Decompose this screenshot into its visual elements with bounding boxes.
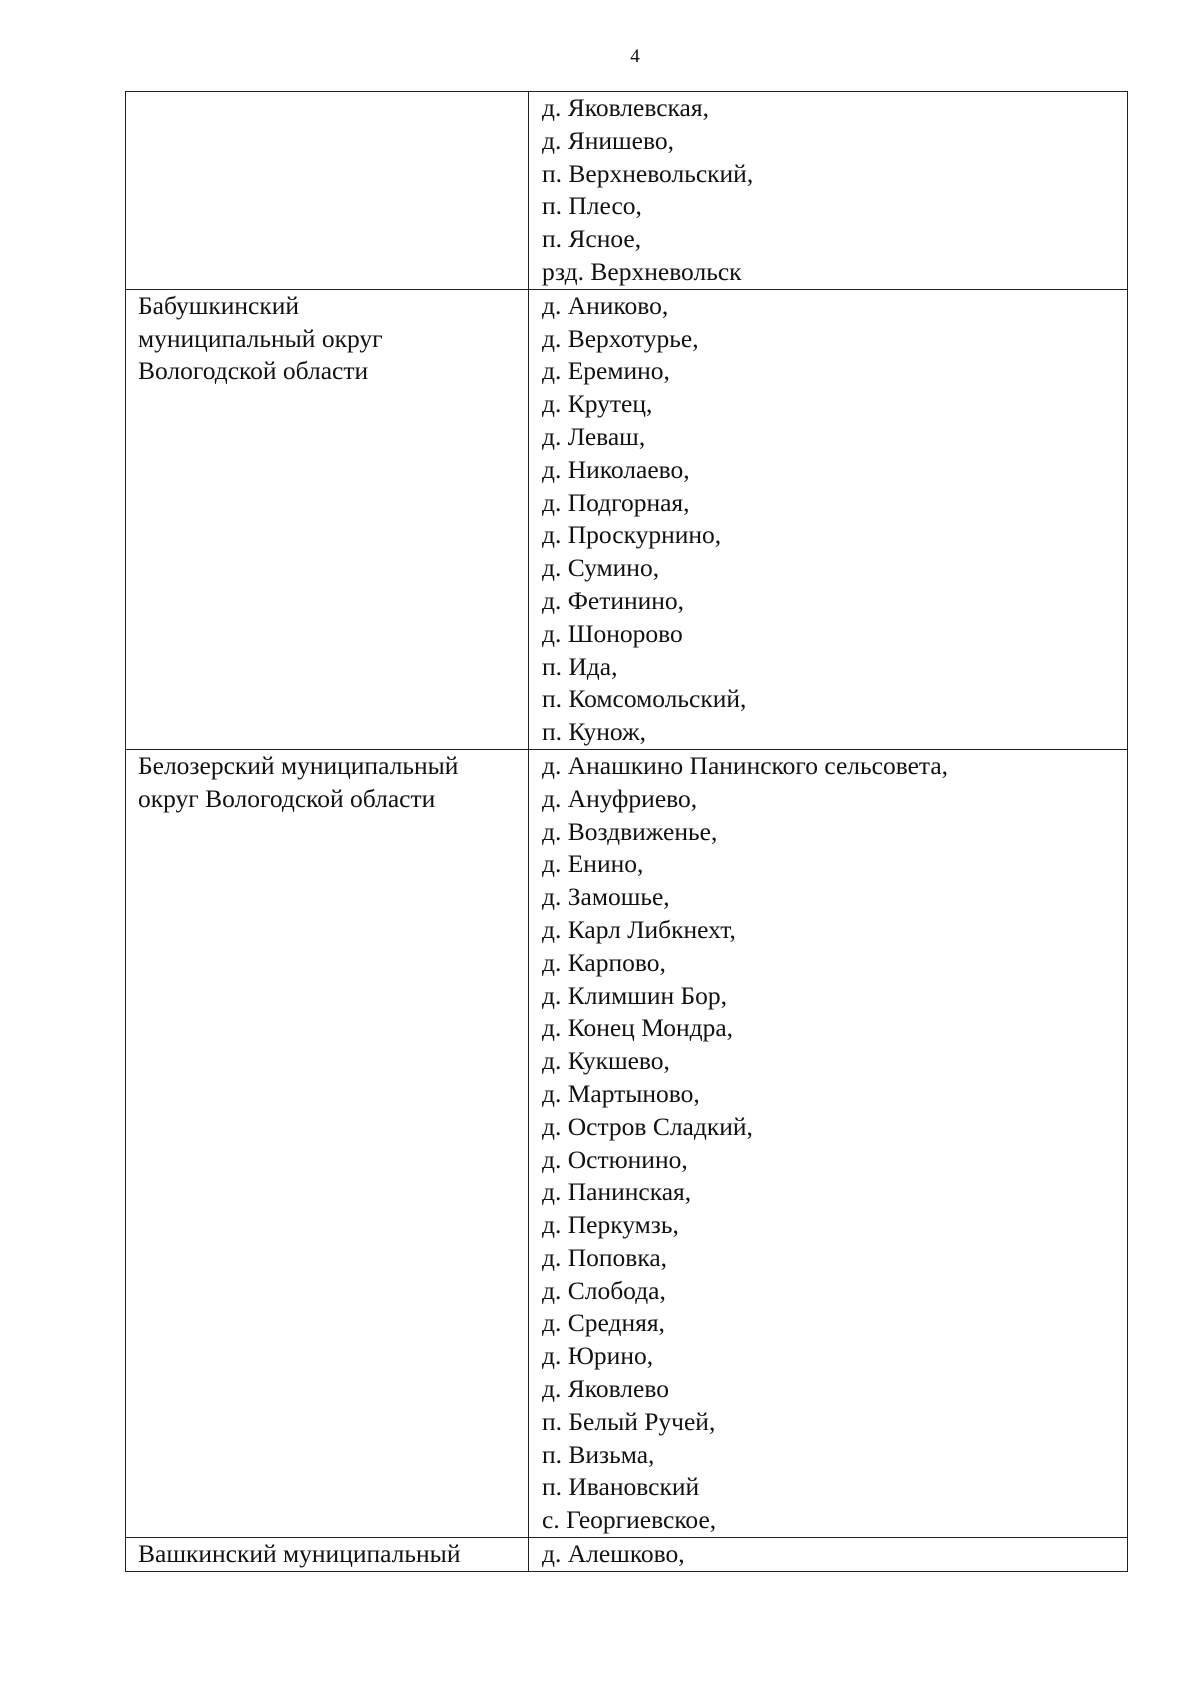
- place-item: д. Поповка,: [542, 1242, 668, 1272]
- place-item: д. Верхотурье,: [542, 323, 699, 353]
- place-item: д. Карл Либкнехт,: [542, 914, 736, 944]
- place-item: п. Белый Ручей,: [542, 1406, 716, 1436]
- place-item: д. Ануфриево,: [542, 783, 698, 813]
- page-number: 4: [630, 46, 640, 67]
- place-item: д. Мартыново,: [542, 1078, 700, 1108]
- place-item: с. Георгиевское,: [542, 1505, 717, 1535]
- place-item: п. Ивановский: [542, 1472, 700, 1502]
- table-row: [126, 92, 1128, 290]
- place-item: д. Климшин Бор,: [542, 980, 728, 1010]
- place-item: рзд. Верхневольск: [542, 256, 742, 286]
- place-item: д. Конец Мондра,: [542, 1013, 734, 1043]
- place-item: д. Леваш,: [542, 421, 646, 451]
- place-item: д. Шонорово: [542, 618, 683, 648]
- place-item: д. Проскурнино,: [542, 520, 722, 550]
- district-cell: [126, 289, 529, 749]
- district-name: Белозерский муниципальный округ Вологодской области: [138, 750, 459, 813]
- place-item: д. Сумино,: [542, 553, 660, 583]
- place-item: д. Перкумзь,: [542, 1210, 679, 1240]
- place-item: п. Ясное,: [542, 224, 642, 254]
- place-item: д. Енино,: [542, 849, 644, 879]
- place-item: д. Яковлевская,: [542, 93, 709, 122]
- district-cell: [126, 92, 529, 290]
- place-item: д. Аниково,: [542, 290, 669, 320]
- place-item: д. Еремино,: [542, 356, 670, 386]
- place-item: п. Кунож,: [542, 717, 646, 747]
- place-item: д. Фетинино,: [542, 585, 685, 615]
- district-name: Вашкинский муниципальный: [138, 1539, 461, 1569]
- place-item: д. Анашкино Панинского сельсовета,: [542, 750, 949, 780]
- place-item: п. Ида,: [542, 651, 618, 681]
- place-item: п. Комсомольский,: [542, 684, 747, 714]
- place-item: д. Остюнино,: [542, 1144, 688, 1174]
- places-cell: [529, 1538, 1128, 1572]
- district-cell: [126, 1538, 529, 1572]
- place-item: д. Яковлево: [542, 1374, 669, 1404]
- places-cell: [529, 92, 1128, 290]
- district-name: Бабушкинский муниципальный округ Вологодской области: [138, 290, 383, 386]
- place-item: д. Крутец,: [542, 389, 653, 419]
- place-item: п. Верхневольский,: [542, 158, 754, 188]
- place-item: д. Воздвиженье,: [542, 816, 718, 846]
- place-item: д. Николаево,: [542, 454, 690, 484]
- places-cell: [529, 749, 1128, 1537]
- place-item: д. Средняя,: [542, 1308, 665, 1338]
- place-item: д. Подгорная,: [542, 487, 690, 517]
- table-row: [126, 749, 1128, 1537]
- settlements-table: [125, 91, 1128, 1572]
- place-item: п. Визьма,: [542, 1439, 655, 1469]
- place-item: д. Карпово,: [542, 947, 666, 977]
- place-item: д. Кукшево,: [542, 1046, 670, 1076]
- place-item: д. Юрино,: [542, 1341, 654, 1371]
- place-item: д. Слобода,: [542, 1275, 666, 1305]
- table-row: [126, 1538, 1128, 1572]
- places-cell: [529, 289, 1128, 749]
- district-cell: [126, 749, 529, 1537]
- place-item: д. Замошье,: [542, 882, 670, 912]
- place-item: п. Плесо,: [542, 191, 642, 221]
- place-item: д. Остров Сладкий,: [542, 1111, 753, 1141]
- place-item: д. Янишево,: [542, 125, 674, 155]
- place-item: д. Алешково,: [542, 1539, 685, 1569]
- place-item: д. Панинская,: [542, 1177, 692, 1207]
- table-row: [126, 289, 1128, 749]
